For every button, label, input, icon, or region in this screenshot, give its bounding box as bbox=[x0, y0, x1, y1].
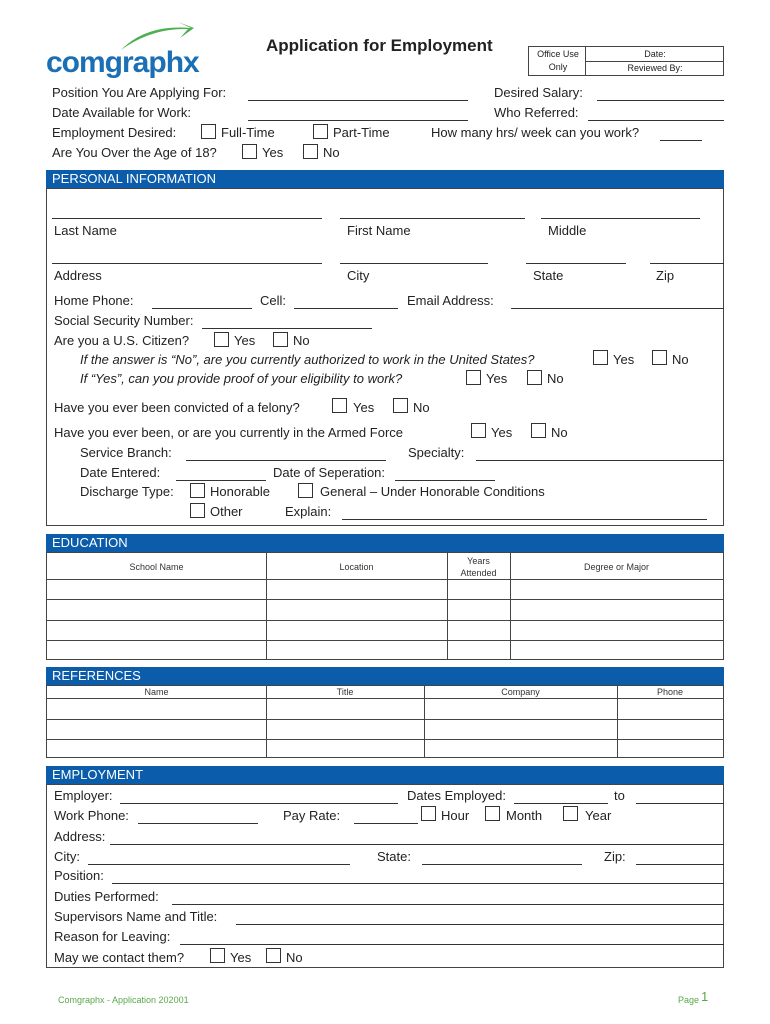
contact-yes-checkbox[interactable] bbox=[210, 948, 225, 963]
contact-yes-label: Yes bbox=[230, 950, 252, 965]
date-entered-label: Date Entered: bbox=[80, 465, 161, 480]
education-heading: EDUCATION bbox=[46, 534, 724, 552]
honorable-checkbox[interactable] bbox=[190, 483, 205, 498]
over-18-yes-label: Yes bbox=[262, 145, 284, 160]
office-use-box bbox=[528, 46, 724, 76]
pay-rate-label: Pay Rate: bbox=[283, 808, 341, 823]
full-time-checkbox[interactable] bbox=[201, 124, 216, 139]
office-use-label: Office Use bbox=[537, 49, 579, 59]
page-number: 1 bbox=[701, 989, 709, 1004]
address-label: Address bbox=[54, 268, 102, 283]
part-time-checkbox[interactable] bbox=[313, 124, 328, 139]
desired-salary-label: Desired Salary: bbox=[494, 85, 583, 100]
date-separation-label: Date of Seperation: bbox=[273, 465, 386, 480]
pay-month-label: Month bbox=[506, 808, 543, 823]
pay-year-label: Year bbox=[585, 808, 612, 823]
other-checkbox[interactable] bbox=[190, 503, 205, 518]
zip-field[interactable] bbox=[650, 263, 724, 264]
authorized-label: If the answer is “No”, are you currently authorized to work in the United States? bbox=[80, 352, 535, 367]
service-branch-field[interactable] bbox=[186, 460, 386, 461]
armed-no-label: No bbox=[551, 425, 568, 440]
armed-yes-label: Yes bbox=[491, 425, 513, 440]
who-referred-field[interactable] bbox=[588, 120, 724, 121]
middle-name-field[interactable] bbox=[541, 218, 700, 219]
zip-label: Zip bbox=[656, 268, 675, 283]
specialty-field[interactable] bbox=[476, 460, 724, 461]
references-heading: REFERENCES bbox=[46, 667, 724, 685]
contact-label: May we contact them? bbox=[54, 950, 185, 965]
position-label: Position You Are Applying For: bbox=[52, 85, 227, 100]
general-checkbox[interactable] bbox=[298, 483, 313, 498]
office-date-label: Date: bbox=[644, 49, 666, 59]
authorized-no-checkbox[interactable] bbox=[652, 350, 667, 365]
emp-address-label: Address: bbox=[54, 829, 106, 844]
authorized-no-label: No bbox=[672, 352, 689, 367]
felony-yes-checkbox[interactable] bbox=[332, 398, 347, 413]
authorized-yes-checkbox[interactable] bbox=[593, 350, 608, 365]
col-ref-name: Name bbox=[144, 687, 169, 697]
pay-month-checkbox[interactable] bbox=[485, 806, 500, 821]
emp-position-label: Position: bbox=[54, 868, 104, 883]
pay-hour-checkbox[interactable] bbox=[421, 806, 436, 821]
home-phone-label: Home Phone: bbox=[54, 293, 134, 308]
col-ref-company: Company bbox=[501, 687, 540, 697]
emp-city-field[interactable] bbox=[88, 864, 350, 865]
proof-yes-label: Yes bbox=[486, 371, 508, 386]
duties-label: Duties Performed: bbox=[54, 889, 159, 904]
citizen-yes-checkbox[interactable] bbox=[214, 332, 229, 347]
personal-info-heading: PERSONAL INFORMATION bbox=[46, 170, 724, 188]
company-logo bbox=[46, 22, 221, 82]
col-ref-phone: Phone bbox=[656, 687, 684, 697]
employment-desired-label: Employment Desired: bbox=[52, 125, 177, 140]
middle-name-label: Middle bbox=[548, 223, 587, 238]
supervisor-field[interactable] bbox=[236, 924, 724, 925]
office-only-label: Only bbox=[548, 62, 568, 72]
email-label: Email Address: bbox=[407, 293, 494, 308]
desired-salary-field[interactable] bbox=[597, 100, 724, 101]
dates-to-field[interactable] bbox=[636, 803, 724, 804]
emp-address-field[interactable] bbox=[110, 844, 724, 845]
citizen-label: Are you a U.S. Citizen? bbox=[54, 333, 190, 348]
proof-label: If “Yes”, can you provide proof of your eligibility to work? bbox=[80, 371, 403, 386]
felony-no-checkbox[interactable] bbox=[393, 398, 408, 413]
footer-text: Comgraphx - Application 202001 bbox=[58, 995, 189, 1005]
cell-label: Cell: bbox=[260, 293, 287, 308]
col-years: Years bbox=[467, 556, 490, 566]
dates-employed-label: Dates Employed: bbox=[407, 788, 506, 803]
last-name-field[interactable] bbox=[52, 218, 322, 219]
page-title: Application for Employment bbox=[266, 36, 493, 55]
ssn-label: Social Security Number: bbox=[54, 313, 194, 328]
over-18-yes-checkbox[interactable] bbox=[242, 144, 257, 159]
honorable-label: Honorable bbox=[210, 484, 270, 499]
armed-no-checkbox[interactable] bbox=[531, 423, 546, 438]
page-label: Page bbox=[678, 995, 700, 1005]
city-field[interactable] bbox=[340, 263, 488, 264]
position-field[interactable] bbox=[248, 100, 468, 101]
date-entered-field[interactable] bbox=[176, 480, 266, 481]
date-available-label: Date Available for Work: bbox=[52, 105, 191, 120]
col-location: Location bbox=[339, 562, 374, 572]
employer-label: Employer: bbox=[54, 788, 113, 803]
employer-field[interactable] bbox=[120, 803, 398, 804]
citizen-no-label: No bbox=[293, 333, 310, 348]
armed-yes-checkbox[interactable] bbox=[471, 423, 486, 438]
citizen-no-checkbox[interactable] bbox=[273, 332, 288, 347]
city-label: City bbox=[347, 268, 370, 283]
emp-city-label: City: bbox=[54, 849, 80, 864]
specialty-label: Specialty: bbox=[408, 445, 465, 460]
explain-label: Explain: bbox=[285, 504, 332, 519]
dates-to-label: to bbox=[614, 788, 625, 803]
emp-position-field[interactable] bbox=[112, 883, 724, 884]
proof-no-label: No bbox=[547, 371, 564, 386]
supervisor-label: Supervisors Name and Title: bbox=[54, 909, 218, 924]
state-field[interactable] bbox=[526, 263, 626, 264]
armed-forces-label: Have you ever been, or are you currently in the Armed Force bbox=[54, 425, 404, 440]
contact-no-checkbox[interactable] bbox=[266, 948, 281, 963]
education-table bbox=[46, 552, 724, 660]
other-label: Other bbox=[210, 504, 243, 519]
over-18-no-checkbox[interactable] bbox=[303, 144, 318, 159]
state-label: State bbox=[533, 268, 564, 283]
col-school-name: School Name bbox=[129, 562, 184, 572]
reason-field[interactable] bbox=[180, 944, 724, 945]
proof-yes-checkbox[interactable] bbox=[466, 370, 481, 385]
part-time-label: Part-Time bbox=[333, 125, 390, 140]
contact-no-label: No bbox=[286, 950, 303, 965]
full-time-label: Full-Time bbox=[221, 125, 275, 140]
emp-state-label: State: bbox=[377, 849, 411, 864]
first-name-label: First Name bbox=[347, 223, 411, 238]
pay-hour-label: Hour bbox=[441, 808, 470, 823]
col-attended: Attended bbox=[460, 568, 497, 578]
explain-field[interactable] bbox=[342, 519, 707, 520]
work-phone-label: Work Phone: bbox=[54, 808, 129, 823]
emp-zip-field[interactable] bbox=[636, 864, 724, 865]
address-field[interactable] bbox=[52, 263, 322, 264]
felony-no-label: No bbox=[413, 400, 430, 415]
employment-heading: EMPLOYMENT bbox=[46, 766, 724, 784]
pay-year-checkbox[interactable] bbox=[563, 806, 578, 821]
emp-state-field[interactable] bbox=[422, 864, 582, 865]
service-branch-label: Service Branch: bbox=[80, 445, 172, 460]
authorized-yes-label: Yes bbox=[613, 352, 635, 367]
hours-field[interactable] bbox=[660, 140, 702, 141]
col-ref-title: Title bbox=[336, 687, 354, 697]
office-reviewed-label: Reviewed By: bbox=[627, 63, 683, 73]
citizen-yes-label: Yes bbox=[234, 333, 256, 348]
felony-label: Have you ever been convicted of a felony? bbox=[54, 400, 300, 415]
ssn-field[interactable] bbox=[202, 328, 372, 329]
logo-text: comgraphx bbox=[46, 46, 199, 79]
who-referred-label: Who Referred: bbox=[494, 105, 579, 120]
felony-yes-label: Yes bbox=[353, 400, 375, 415]
duties-field[interactable] bbox=[172, 904, 724, 905]
hours-label: How many hrs/ week can you work? bbox=[431, 125, 640, 140]
col-degree: Degree or Major bbox=[583, 562, 650, 572]
home-phone-field[interactable] bbox=[152, 308, 252, 309]
first-name-field[interactable] bbox=[340, 218, 525, 219]
discharge-type-label: Discharge Type: bbox=[80, 484, 174, 499]
general-label: General – Under Honorable Conditions bbox=[320, 484, 545, 499]
date-available-field[interactable] bbox=[248, 120, 468, 121]
proof-no-checkbox[interactable] bbox=[527, 370, 542, 385]
reason-label: Reason for Leaving: bbox=[54, 929, 171, 944]
dates-from-field[interactable] bbox=[514, 803, 608, 804]
cell-field[interactable] bbox=[294, 308, 398, 309]
pay-rate-field[interactable] bbox=[354, 823, 418, 824]
references-table bbox=[46, 685, 724, 758]
work-phone-field[interactable] bbox=[138, 823, 258, 824]
last-name-label: Last Name bbox=[54, 223, 117, 238]
over-18-no-label: No bbox=[323, 145, 340, 160]
over-18-label: Are You Over the Age of 18? bbox=[52, 145, 217, 160]
emp-zip-label: Zip: bbox=[604, 849, 626, 864]
date-separation-field[interactable] bbox=[395, 480, 495, 481]
email-field[interactable] bbox=[511, 308, 724, 309]
